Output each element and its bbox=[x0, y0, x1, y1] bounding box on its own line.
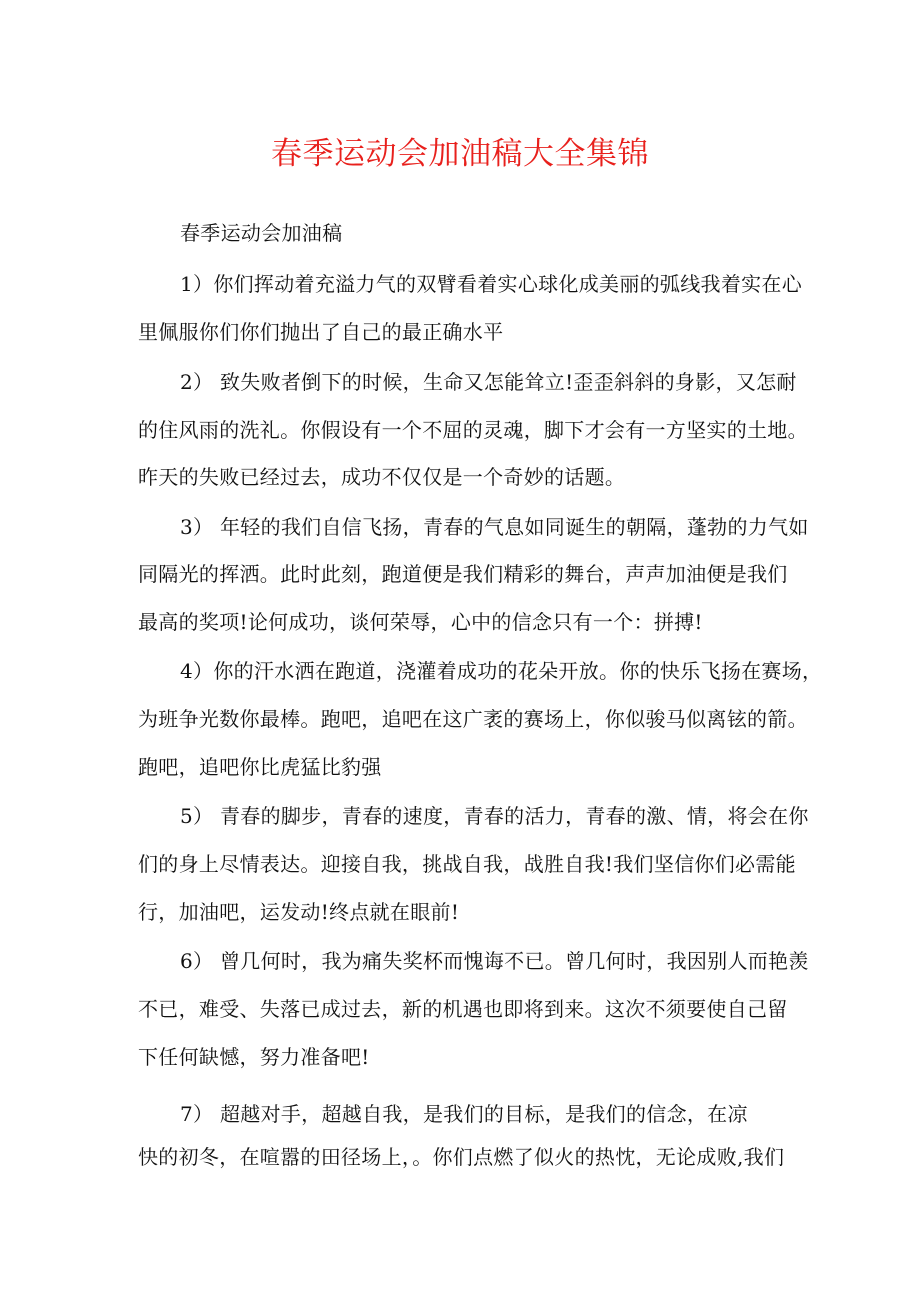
paragraph-line: 4）你的汗水洒在跑道，浇灌着成功的花朵开放。你的快乐飞扬在赛场， bbox=[180, 659, 823, 683]
paragraph-line: 7） 超越对手，超越自我，是我们的目标，是我们的信念，在凉 bbox=[180, 1102, 748, 1126]
paragraph-line: 们的身上尽情表达。迎接自我，挑战自我，战胜自我!我们坚信你们必需能 bbox=[138, 852, 796, 876]
paragraph-line: 昨天的失败已经过去，成功不仅仅是一个奇妙的话题。 bbox=[138, 465, 626, 489]
paragraph-line: 5） 青春的脚步，青春的速度，青春的活力，青春的激、情，将会在你 bbox=[180, 804, 809, 828]
paragraph-line: 最高的奖项!论何成功，谈何荣辱，心中的信念只有一个：拼搏! bbox=[138, 610, 703, 634]
document-title: 春季运动会加油稿大全集锦 bbox=[271, 136, 649, 172]
paragraph-line: 3） 年轻的我们自信飞扬，青春的气息如同诞生的朝隔，蓬勃的力气如 bbox=[180, 515, 809, 539]
paragraph-line: 6） 曾几何时，我为痛失奖杯而愧诲不已。曾几何时，我因别人而艳羡 bbox=[180, 949, 809, 973]
paragraph-line: 跑吧，追吧你比虎猛比豹强 bbox=[138, 755, 382, 779]
paragraph-line: 1）你们挥动着充溢力气的双臂看着实心球化成美丽的弧线我着实在心 bbox=[180, 272, 803, 296]
paragraph-line: 下任何缺憾，努力准备吧! bbox=[138, 1045, 370, 1069]
paragraph-line: 快的初冬，在喧嚣的田径场上，。你们点燃了似火的热忱，无论成败,我们 bbox=[138, 1145, 785, 1169]
paragraph-line: 的住风雨的洗礼。你假设有一个不屈的灵魂，脚下才会有一方坚实的土地。 bbox=[138, 418, 808, 442]
paragraph-line: 同隔光的挥洒。此时此刻，跑道便是我们精彩的舞台，声声加油便是我们 bbox=[138, 562, 788, 586]
paragraph-line: 为班争光数你最棒。跑吧，追吧在这广袤的赛场上，你似骏马似离铉的箭。 bbox=[138, 707, 808, 731]
paragraph-line: 2） 致失败者倒下的时候，生命又怎能耸立!歪歪斜斜的身影，又怎耐 bbox=[180, 370, 797, 394]
section-heading: 春季运动会加油稿 bbox=[180, 221, 343, 245]
paragraph-line: 不已，难受、失落已成过去，新的机遇也即将到来。这次不须要使自己留 bbox=[138, 997, 788, 1021]
paragraph-line: 行，加油吧，运发动!终点就在眼前! bbox=[138, 900, 460, 924]
paragraph-line: 里佩服你们你们抛出了自己的最正确水平 bbox=[138, 320, 504, 344]
